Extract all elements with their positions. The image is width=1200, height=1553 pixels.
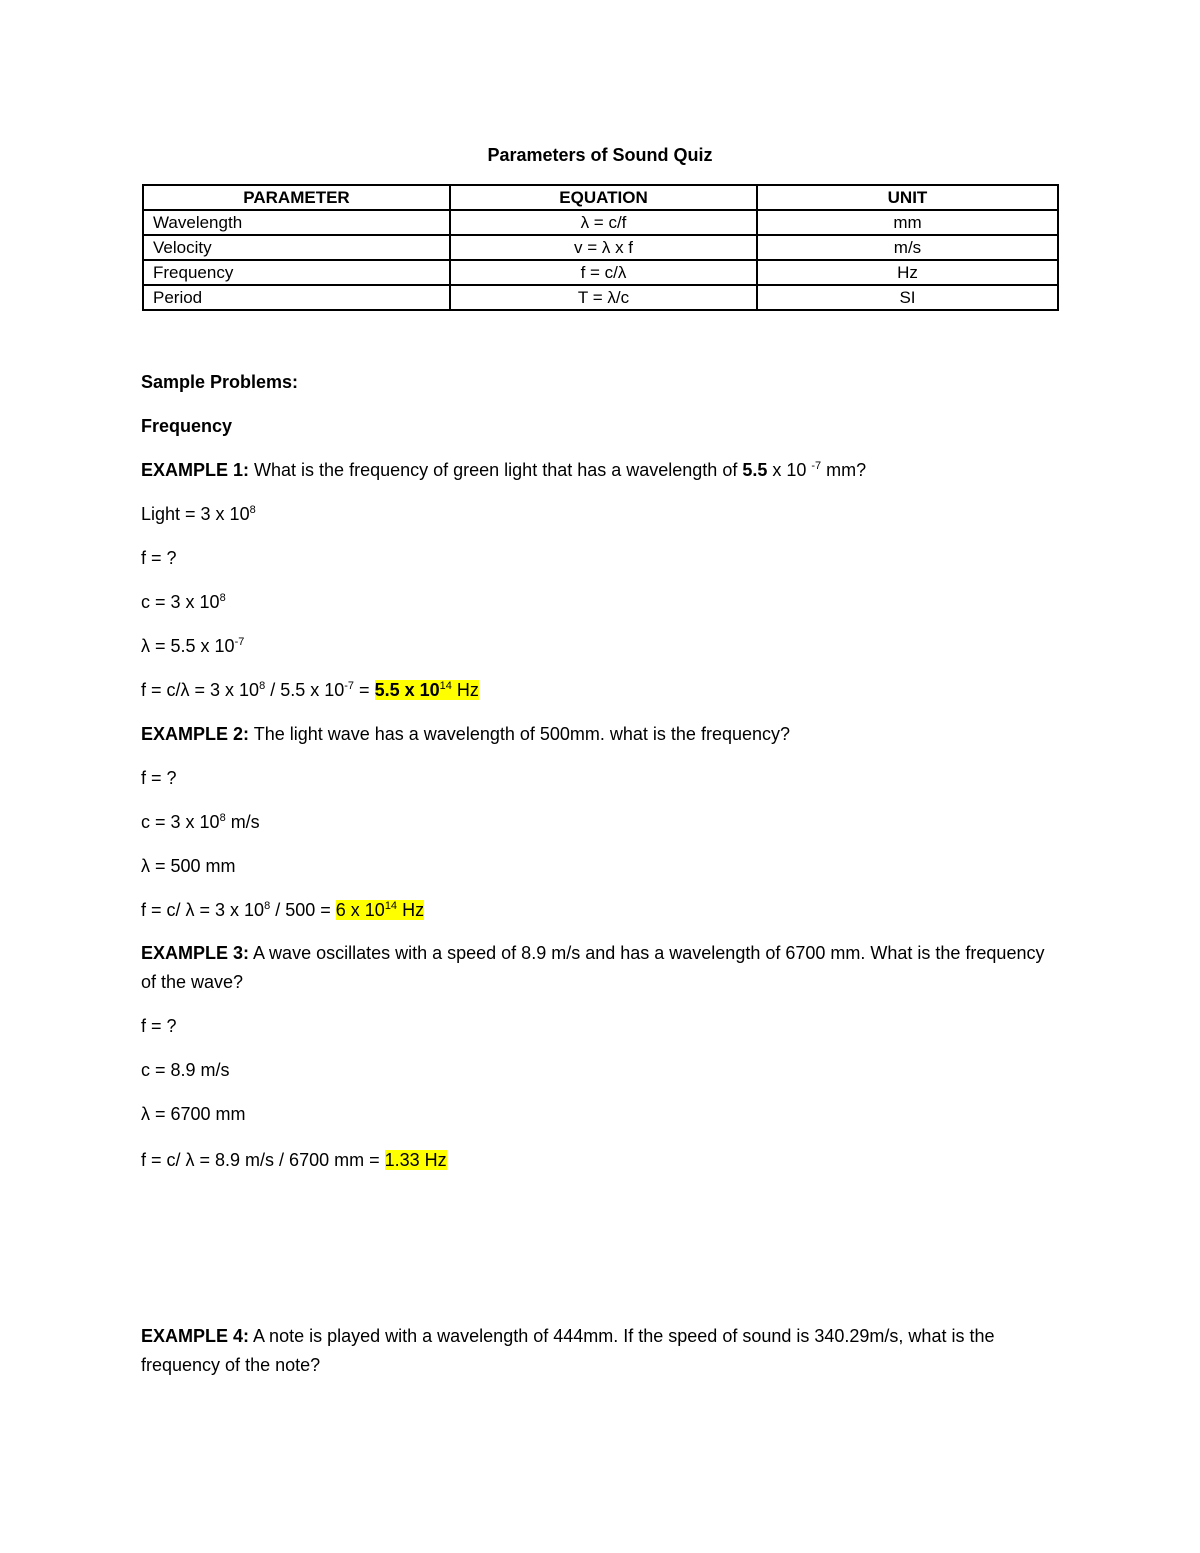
example-2-question: EXAMPLE 2: The light wave has a wavelength of 500mm. what is the frequency?	[141, 724, 791, 744]
example-3-answer: 1.33 Hz	[384, 1150, 447, 1170]
example-1-light: Light = 3 x $10^8$	[141, 504, 256, 524]
example-1-calculation: f = c/λ = 3 x $10^8 / 5.5$ x $10^{-7} = 5.5$ x $10^{14}$ Hz	[141, 680, 479, 700]
example-1-question: EXAMPLE 1: What is the frequency of green light that has a wavelength of 5.5 x 10 $^{-7}$ mm?	[141, 460, 867, 480]
example-3-c: c = 8.9 m/s	[141, 1060, 230, 1080]
frequency-heading: Frequency	[141, 416, 233, 436]
cell-parameter: Frequency	[143, 260, 450, 285]
parameters-table	[142, 184, 1059, 311]
cell-unit: mm	[757, 210, 1058, 235]
cell-equation: f = c/λ	[450, 260, 757, 285]
example-4-question: EXAMPLE 4: A note is played with a wavelength of 444mm. If the speed of sound is 340.29m/s, what is the frequency of the note?	[141, 1326, 995, 1375]
table-row	[143, 285, 1058, 310]
cell-unit: m/s	[757, 235, 1058, 260]
example-2-c: c = 3 x $10^8$ m/s	[141, 812, 260, 832]
example-2-f: f = ?	[141, 768, 177, 788]
cell-unit: SI	[757, 285, 1058, 310]
example-2-answer: 6 x $10^{14}$ Hz	[335, 900, 425, 920]
cell-equation: v = λ x f	[450, 235, 757, 260]
table-row	[143, 260, 1058, 285]
cell-parameter: Wavelength	[143, 210, 450, 235]
header-unit: UNIT	[757, 185, 1058, 210]
header-parameter: PARAMETER	[143, 185, 450, 210]
example-2-calculation: f = c/ λ = 3 x $10^8 / 500 = 6$ x $10^{14}$ Hz	[141, 900, 425, 920]
example-3-lambda: λ = 6700 mm	[141, 1104, 246, 1124]
example-3-f: f = ?	[141, 1016, 177, 1036]
cell-parameter: Period	[143, 285, 450, 310]
table-row	[143, 210, 1058, 235]
sample-problems-heading: Sample Problems:	[141, 372, 299, 392]
cell-equation: λ = c/f	[450, 210, 757, 235]
example-1-lambda: λ = 5.5 x $10^{-7}$	[141, 636, 245, 656]
example-3-question: EXAMPLE 3: A wave oscillates with a speed of 8.9 m/s and has a wavelength of 6700 mm. What is the frequency of the wave?	[141, 943, 1045, 992]
example-1-f: f = ?	[141, 548, 177, 568]
cell-unit: Hz	[757, 260, 1058, 285]
document-title: Parameters of Sound Quiz	[487, 145, 713, 165]
table-header-row	[143, 185, 1058, 210]
header-equation: EQUATION	[450, 185, 757, 210]
example-3-calculation: f = c/ λ = 8.9 m/s / 6700 mm = 1.33 Hz	[141, 1150, 447, 1170]
cell-equation: T = λ/c	[450, 285, 757, 310]
example-1-answer: 5.5 x $10^{14}$ Hz	[374, 680, 479, 700]
example-1-c: c = 3 x $10^8$	[141, 592, 226, 612]
table-row	[143, 235, 1058, 260]
cell-parameter: Velocity	[143, 235, 450, 260]
example-2-lambda: λ = 500 mm	[141, 856, 236, 876]
